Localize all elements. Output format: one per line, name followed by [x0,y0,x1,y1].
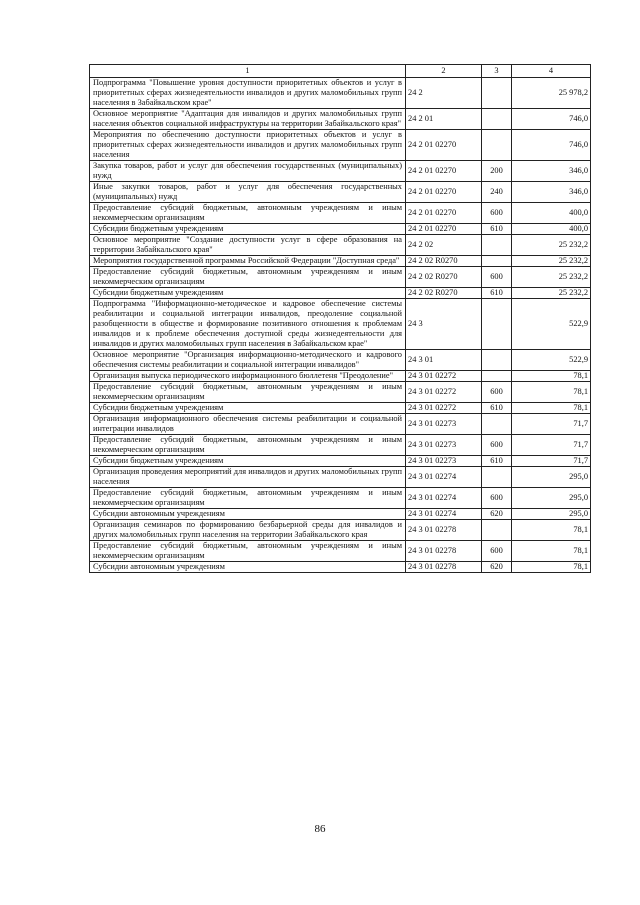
table-row [90,130,591,161]
row-name: Организация проведения мероприятий для инвалидов и других маломобильных групп населения [90,467,406,488]
row-name: Субсидии бюджетным учреждениям [90,403,406,414]
table-row [90,267,591,288]
table-row [90,203,591,224]
row-name: Подпрограмма "Повышение уровня доступности приоритетных объектов и услуг в приоритетных сферах жизнедеятельности инвалидов и других маломобильных групп населения в Забайкальском крае" [90,78,406,109]
row-amount: 78,1 [512,562,591,573]
row-code: 24 3 01 02278 [406,520,482,541]
table-row [90,182,591,203]
row-name: Мероприятия государственной программы Российской Федерации "Доступная среда" [90,256,406,267]
row-amount: 78,1 [512,403,591,414]
row-expense-type: 610 [482,403,512,414]
table-row [90,541,591,562]
table-row [90,256,591,267]
header-row [90,65,591,78]
row-expense-type [482,78,512,109]
row-amount: 522,9 [512,350,591,371]
row-name: Организация выпуска периодического информационного бюллетеня "Преодоление" [90,371,406,382]
row-code: 24 2 01 02270 [406,203,482,224]
header-col-1: 1 [90,65,406,78]
row-name: Подпрограмма "Информационно-методическое и кадровое обеспечение системы реабилитации и социальной интеграции инвалидов, преодоление социальной разобщенности в обществе и формирование позитивного отношения к проблемам инвалидов и к проблеме обеспечения доступной среды жизнедеятельности для инвалидов и других маломобильных групп населения в Забайкальском крае" [90,299,406,350]
table-row [90,350,591,371]
table-row [90,467,591,488]
row-amount: 78,1 [512,382,591,403]
row-code: 24 2 01 02270 [406,130,482,161]
row-amount: 746,0 [512,109,591,130]
row-expense-type [482,256,512,267]
row-code: 24 2 02 R0270 [406,288,482,299]
row-amount: 78,1 [512,371,591,382]
row-name: Субсидии бюджетным учреждениям [90,288,406,299]
row-amount: 25 232,2 [512,288,591,299]
row-amount: 295,0 [512,467,591,488]
row-expense-type: 620 [482,509,512,520]
row-amount: 295,0 [512,509,591,520]
row-code: 24 3 01 02274 [406,467,482,488]
table-row [90,403,591,414]
row-amount: 25 232,2 [512,267,591,288]
row-expense-type: 600 [482,488,512,509]
table-row [90,456,591,467]
table-row [90,78,591,109]
row-expense-type: 610 [482,224,512,235]
row-expense-type [482,414,512,435]
row-amount: 25 232,2 [512,235,591,256]
row-amount: 25 232,2 [512,256,591,267]
row-code: 24 3 01 02274 [406,509,482,520]
header-col-4: 4 [512,65,591,78]
row-expense-type: 200 [482,161,512,182]
row-name: Предоставление субсидий бюджетным, автономным учреждениям и иным некоммерческим организациям [90,267,406,288]
row-expense-type: 600 [482,203,512,224]
row-name: Предоставление субсидий бюджетным, автономным учреждениям и иным некоммерческим организациям [90,488,406,509]
row-name: Основное мероприятие "Создание доступности услуг в сфере образования на территории Забайкальского края" [90,235,406,256]
row-name: Иные закупки товаров, работ и услуг для обеспечения государственных (муниципальных) нужд [90,182,406,203]
row-name: Основное мероприятие "Организация информационно-методического и кадрового обеспечения системы реабилитации и социальной интеграции инвалидов" [90,350,406,371]
row-name: Предоставление субсидий бюджетным, автономным учреждениям и иным некоммерческим организациям [90,541,406,562]
row-name: Предоставление субсидий бюджетным, автономным учреждениям и иным некоммерческим организациям [90,435,406,456]
row-amount: 400,0 [512,203,591,224]
row-code: 24 2 01 02270 [406,161,482,182]
row-code: 24 3 01 02274 [406,488,482,509]
row-code: 24 2 02 R0270 [406,256,482,267]
header-col-3: 3 [482,65,512,78]
row-code: 24 3 01 02273 [406,456,482,467]
row-name: Субсидии автономным учреждениям [90,562,406,573]
row-amount: 346,0 [512,182,591,203]
row-amount: 346,0 [512,161,591,182]
row-expense-type [482,299,512,350]
row-code: 24 2 01 02270 [406,224,482,235]
row-code: 24 3 01 02278 [406,562,482,573]
row-code: 24 3 01 02272 [406,371,482,382]
row-expense-type: 600 [482,382,512,403]
table-row [90,382,591,403]
row-expense-type [482,520,512,541]
table-row [90,520,591,541]
row-code: 24 3 01 [406,350,482,371]
row-expense-type: 600 [482,267,512,288]
row-expense-type [482,371,512,382]
table-row [90,562,591,573]
row-expense-type [482,109,512,130]
row-code: 24 2 02 [406,235,482,256]
row-amount: 295,0 [512,488,591,509]
row-code: 24 3 01 02272 [406,403,482,414]
row-expense-type: 600 [482,435,512,456]
row-code: 24 2 01 02270 [406,182,482,203]
row-amount: 25 978,2 [512,78,591,109]
table-row [90,288,591,299]
row-expense-type: 610 [482,456,512,467]
table-row [90,435,591,456]
table-row [90,488,591,509]
table-row [90,371,591,382]
row-name: Закупка товаров, работ и услуг для обеспечения государственных (муниципальных) нужд [90,161,406,182]
row-amount: 522,9 [512,299,591,350]
row-code: 24 2 [406,78,482,109]
row-expense-type: 240 [482,182,512,203]
row-code: 24 3 01 02272 [406,382,482,403]
table-row [90,509,591,520]
row-amount: 78,1 [512,520,591,541]
row-amount: 400,0 [512,224,591,235]
row-name: Субсидии бюджетным учреждениям [90,224,406,235]
row-amount: 78,1 [512,541,591,562]
row-expense-type [482,467,512,488]
row-code: 24 3 01 02273 [406,435,482,456]
row-code: 24 3 01 02273 [406,414,482,435]
row-name: Мероприятия по обеспечению доступности приоритетных объектов и услуг в приоритетных сферах жизнедеятельности инвалидов и других маломобильных групп населения [90,130,406,161]
table-row [90,161,591,182]
page-number: 86 [314,823,326,835]
row-expense-type: 610 [482,288,512,299]
row-name: Предоставление субсидий бюджетным, автономным учреждениям и иным некоммерческим организациям [90,382,406,403]
row-code: 24 2 01 [406,109,482,130]
row-name: Основное мероприятие "Адаптация для инвалидов и других маломобильных групп населения объектов социальной инфраструктуры на территории Забайкальского края" [90,109,406,130]
header-col-2: 2 [406,65,482,78]
row-code: 24 3 01 02278 [406,541,482,562]
table-row [90,224,591,235]
table-row [90,414,591,435]
row-amount: 71,7 [512,414,591,435]
row-name: Организация информационного обеспечения системы реабилитации и социальной интеграции инвалидов [90,414,406,435]
row-amount: 71,7 [512,456,591,467]
row-name: Предоставление субсидий бюджетным, автономным учреждениям и иным некоммерческим организациям [90,203,406,224]
row-name: Субсидии автономным учреждениям [90,509,406,520]
row-amount: 71,7 [512,435,591,456]
row-expense-type [482,350,512,371]
table-row [90,109,591,130]
budget-table [89,64,591,573]
row-expense-type [482,235,512,256]
row-code: 24 2 02 R0270 [406,267,482,288]
table-row [90,235,591,256]
row-code: 24 3 [406,299,482,350]
row-expense-type [482,130,512,161]
row-name: Организация семинаров по формированию безбарьерной среды для инвалидов и других маломобильных групп населения на территории Забайкальского края [90,520,406,541]
row-expense-type: 600 [482,541,512,562]
row-expense-type: 620 [482,562,512,573]
table-body [90,78,591,573]
row-amount: 746,0 [512,130,591,161]
table-row [90,299,591,350]
row-name: Субсидии бюджетным учреждениям [90,456,406,467]
